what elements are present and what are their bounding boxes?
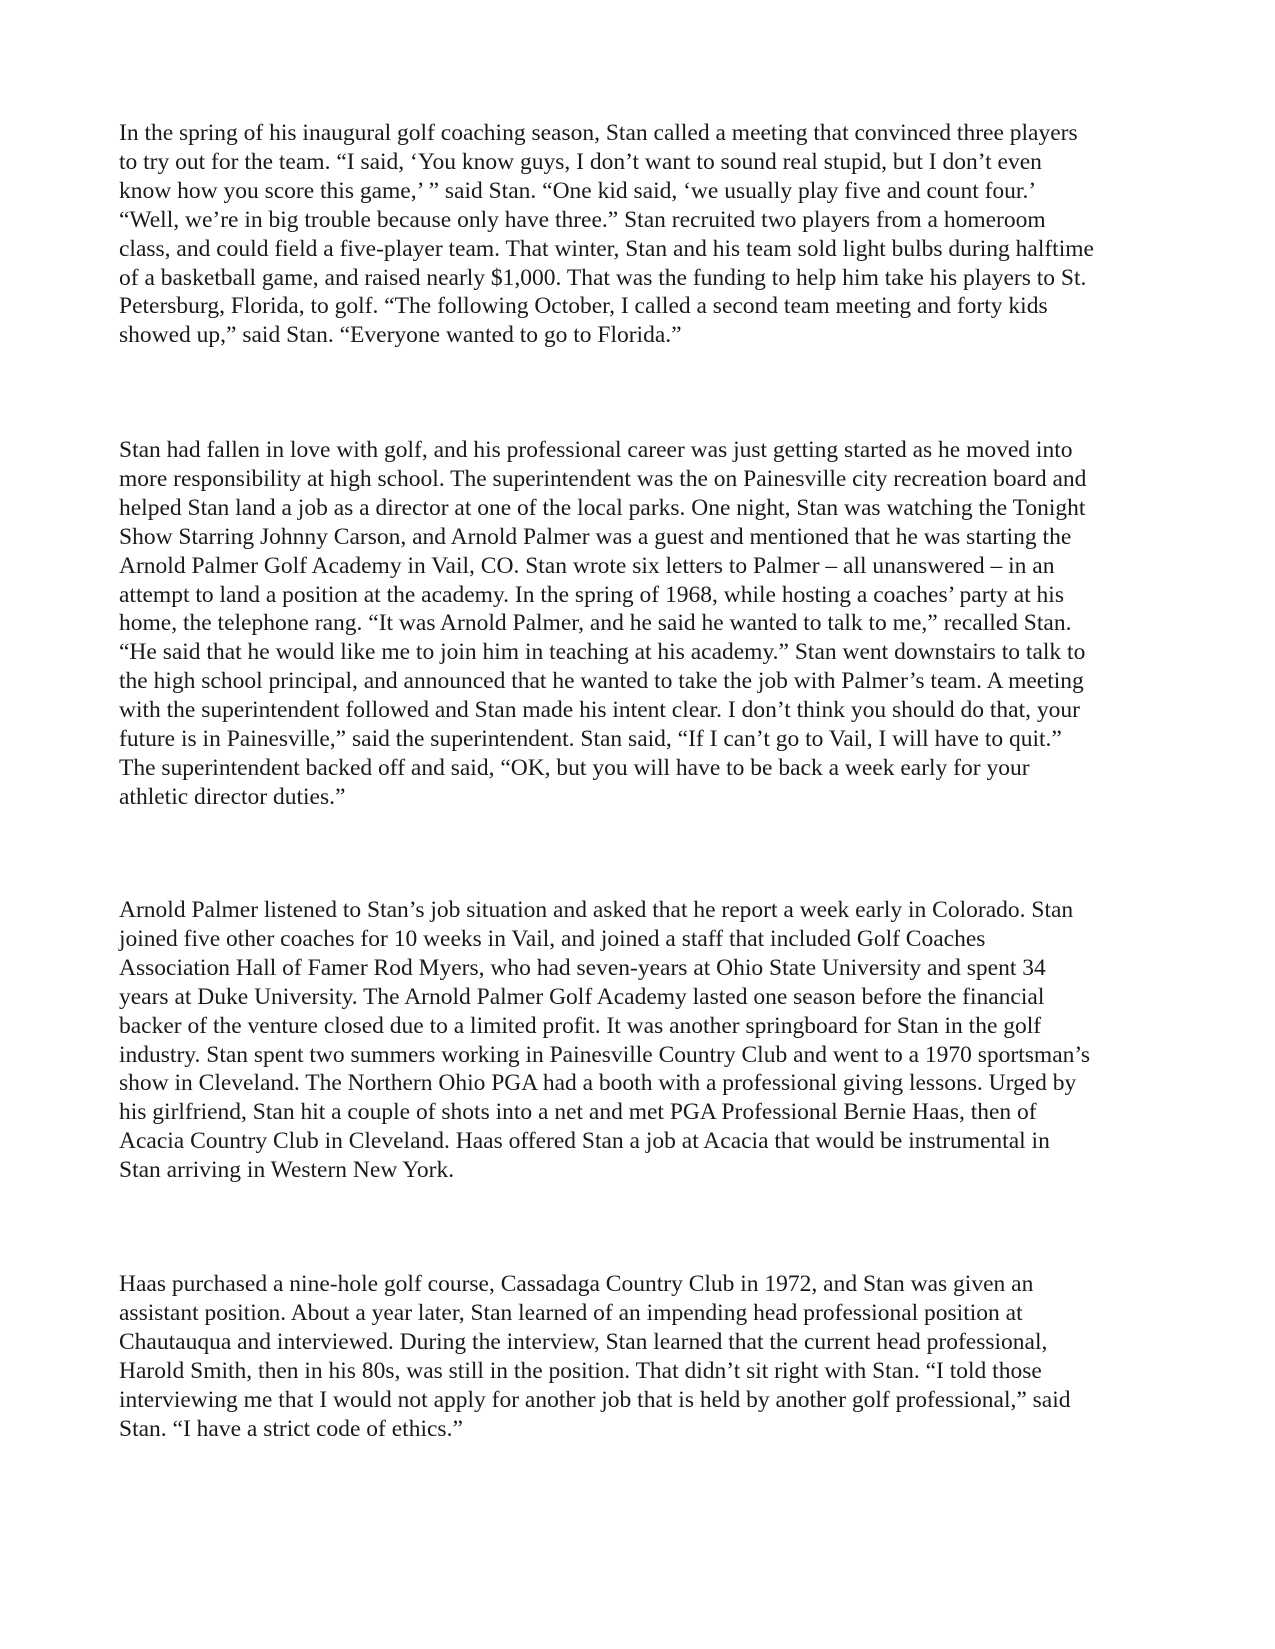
paragraph-line: interviewing me that I would not apply for another job that is held by another golf professional,” said: [119, 1386, 1071, 1413]
paragraph-line: Stan had fallen in love with golf, and his professional career was just getting started as he moved into: [119, 437, 1073, 463]
paragraph-4: [119, 1270, 1167, 1443]
paragraph-line: Arnold Palmer Golf Academy in Vail, CO. Stan wrote six letters to Palmer – all unanswered – in an: [119, 552, 1055, 579]
paragraph-2: [119, 436, 1167, 812]
paragraph-line: to try out for the team. “I said, ‘You know guys, I don’t want to sound real stupid, but I don’t even: [119, 148, 1042, 175]
paragraph-line: assistant position. About a year later, Stan learned of an impending head professional position at: [119, 1299, 1023, 1326]
paragraph-line: the high school principal, and announced that he wanted to take the job with Palmer’s team. A meeting: [119, 668, 1084, 695]
paragraph-line: attempt to land a position at the academy. In the spring of 1968, while hosting a coaches’ party at his: [119, 581, 1064, 608]
paragraph-line: helped Stan land a job as a director at one of the local parks. One night, Stan was watching the Tonight: [119, 494, 1086, 521]
paragraph-line: Petersburg, Florida, to golf. “The following October, I called a second team meeting and forty kids: [119, 293, 1048, 320]
paragraph-line: backer of the venture closed due to a limited profit. It was another springboard for Stan in the golf: [119, 1012, 1042, 1039]
paragraph-line: future is in Painesville,” said the superintendent. Stan said, “If I can’t go to Vail, I will have to quit.”: [119, 726, 1062, 753]
paragraph-line: Stan. “I have a strict code of ethics.”: [119, 1415, 463, 1442]
paragraph-line: his girlfriend, Stan hit a couple of shots into a net and met PGA Professional Bernie Haas, then of: [119, 1099, 1037, 1126]
paragraph-line: years at Duke University. The Arnold Palmer Golf Academy lasted one season before the financial: [119, 983, 1045, 1010]
paragraph-line: Stan arriving in Western New York.: [119, 1157, 455, 1184]
paragraph-line: class, and could field a five-player team. That winter, Stan and his team sold light bulbs during halftime: [119, 235, 1094, 262]
paragraph-line: Association Hall of Famer Rod Myers, who had seven-years at Ohio State University and spent 34: [119, 954, 1046, 981]
paragraph-line: home, the telephone rang. “It was Arnold Palmer, and he said he wanted to talk to me,” recalled Stan.: [119, 610, 1072, 637]
paragraph-line: Arnold Palmer listened to Stan’s job situation and asked that he report a week early in Colorado. Stan: [119, 897, 1074, 923]
paragraph-line: show in Cleveland. The Northern Ohio PGA had a booth with a professional giving lessons. Urged by: [119, 1070, 1077, 1097]
paragraph-line: “Well, we’re in big trouble because only have three.” Stan recruited two players from a homeroom: [119, 206, 1046, 233]
paragraph-line: with the superintendent followed and Stan made his intent clear. I don’t think you should do that, your: [119, 697, 1080, 724]
paragraph-line: Show Starring Johnny Carson, and Arnold Palmer was a guest and mentioned that he was starting the: [119, 523, 1072, 550]
paragraph-line: Haas purchased a nine-hole golf course, Cassadaga Country Club in 1972, and Stan was given an: [119, 1271, 1034, 1297]
paragraph-line: showed up,” said Stan. “Everyone wanted to go to Florida.”: [119, 322, 682, 349]
paragraph-line: The superintendent backed off and said, “OK, but you will have to be back a week early for your: [119, 754, 1030, 781]
paragraph-line: Chautauqua and interviewed. During the interview, Stan learned that the current head professional,: [119, 1328, 1048, 1355]
paragraph-line: Acacia Country Club in Cleveland. Haas offered Stan a job at Acacia that would be instrumental in: [119, 1128, 1050, 1155]
paragraph-line: industry. Stan spent two summers working in Painesville Country Club and went to a 1970 sportsman’s: [119, 1041, 1091, 1068]
paragraph-line: Harold Smith, then in his 80s, was still in the position. That didn’t sit right with Stan. “I told those: [119, 1357, 1042, 1384]
paragraph-line: “He said that he would like me to join him in teaching at his academy.” Stan went downstairs to talk to: [119, 639, 1086, 666]
paragraph-1: [119, 119, 1167, 350]
paragraph-3: [119, 896, 1167, 1185]
paragraph-line: joined five other coaches for 10 weeks in Vail, and joined a staff that included Golf Coaches: [119, 925, 986, 952]
paragraph-line: know how you score this game,’ ” said Stan. “One kid said, ‘we usually play five and count four.’: [119, 177, 1037, 204]
paragraph-line: of a basketball game, and raised nearly $1,000. That was the funding to help him take his players to St.: [119, 264, 1087, 291]
paragraph-line: In the spring of his inaugural golf coaching season, Stan called a meeting that convinced three players: [119, 120, 1078, 146]
paragraph-line: athletic director duties.”: [119, 783, 346, 810]
paragraph-line: more responsibility at high school. The superintendent was the on Painesville city recreation board and: [119, 465, 1087, 492]
